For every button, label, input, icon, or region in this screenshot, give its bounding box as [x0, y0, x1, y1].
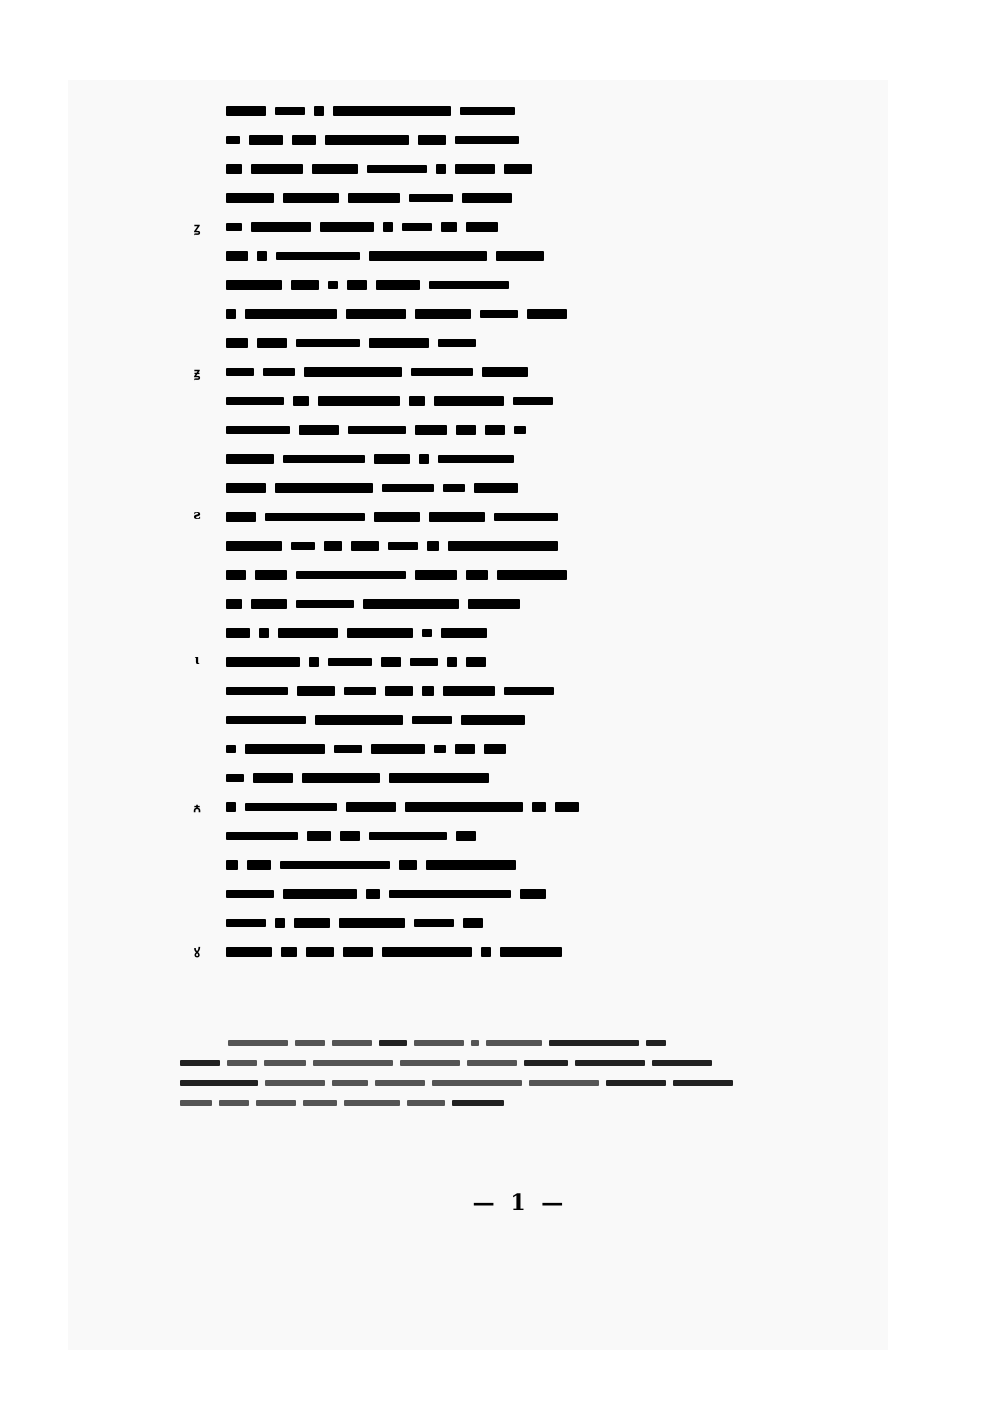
- text-line: [180, 272, 620, 301]
- verse-line: [180, 794, 620, 823]
- illegible-text: [226, 396, 620, 410]
- footnote-line: [180, 1072, 870, 1088]
- illegible-text: [226, 541, 620, 555]
- verse-number: ꙋ: [193, 946, 201, 961]
- illegible-text: [226, 251, 620, 265]
- text-line: [180, 243, 620, 272]
- illegible-text: [226, 338, 620, 352]
- text-line: [180, 591, 620, 620]
- illegible-text: [226, 773, 620, 787]
- text-line: [180, 852, 620, 881]
- illegible-text: [226, 367, 620, 381]
- illegible-text: [226, 309, 620, 323]
- text-line: [180, 678, 620, 707]
- illegible-text: [226, 164, 620, 178]
- footnote-line: [180, 1092, 870, 1108]
- text-line: [180, 156, 620, 185]
- illegible-text: [226, 454, 620, 468]
- text-line: [180, 707, 620, 736]
- verse-number: ꙇ: [194, 653, 200, 668]
- illegible-text: [226, 947, 620, 961]
- illegible-text: [226, 483, 620, 497]
- text-line: [180, 910, 620, 939]
- text-line: [180, 185, 620, 214]
- illegible-text: [226, 657, 620, 671]
- illegible-text: [226, 628, 620, 642]
- illegible-text: [226, 918, 620, 932]
- illegible-text: [226, 425, 620, 439]
- illegible-text: [226, 686, 620, 700]
- footnote-line: [180, 1052, 870, 1068]
- text-line: [180, 98, 620, 127]
- illegible-text: [226, 222, 620, 236]
- verse-line: [180, 359, 620, 388]
- text-line: [180, 127, 620, 156]
- illegible-text: [226, 802, 620, 816]
- illegible-text: [226, 512, 620, 526]
- text-line: [180, 823, 620, 852]
- verse-line: [180, 504, 620, 533]
- verse-number: ꙉ: [192, 801, 202, 816]
- text-line: [180, 765, 620, 794]
- illegible-text: [226, 570, 620, 584]
- verse-line: [180, 649, 620, 678]
- illegible-text: [226, 193, 620, 207]
- illegible-text: [226, 889, 620, 903]
- text-line: [180, 562, 620, 591]
- illegible-text: [226, 106, 620, 120]
- footnote-block: [180, 1032, 870, 1112]
- text-line: [180, 736, 620, 765]
- text-line: [180, 881, 620, 910]
- illegible-text: [226, 744, 620, 758]
- verse-line: [180, 214, 620, 243]
- page-number: — 𝟏 —: [472, 1190, 568, 1216]
- verse-number: ꙅ: [193, 508, 201, 523]
- text-line: [180, 301, 620, 330]
- text-line: [180, 533, 620, 562]
- verse-text-block: [180, 98, 620, 968]
- text-line: [180, 446, 620, 475]
- text-line: [180, 417, 620, 446]
- text-line: [180, 475, 620, 504]
- footnote-line: [180, 1032, 870, 1048]
- illegible-text: [226, 135, 620, 149]
- illegible-text: [226, 599, 620, 613]
- text-line: [180, 388, 620, 417]
- illegible-text: [226, 280, 620, 294]
- illegible-text: [226, 860, 620, 874]
- illegible-text: [226, 831, 620, 845]
- text-line: [180, 330, 620, 359]
- illegible-text: [226, 715, 620, 729]
- verse-number: ꙃ: [193, 366, 201, 381]
- text-line: [180, 620, 620, 649]
- verse-number: ꙁ: [193, 221, 201, 236]
- verse-line: [180, 939, 620, 968]
